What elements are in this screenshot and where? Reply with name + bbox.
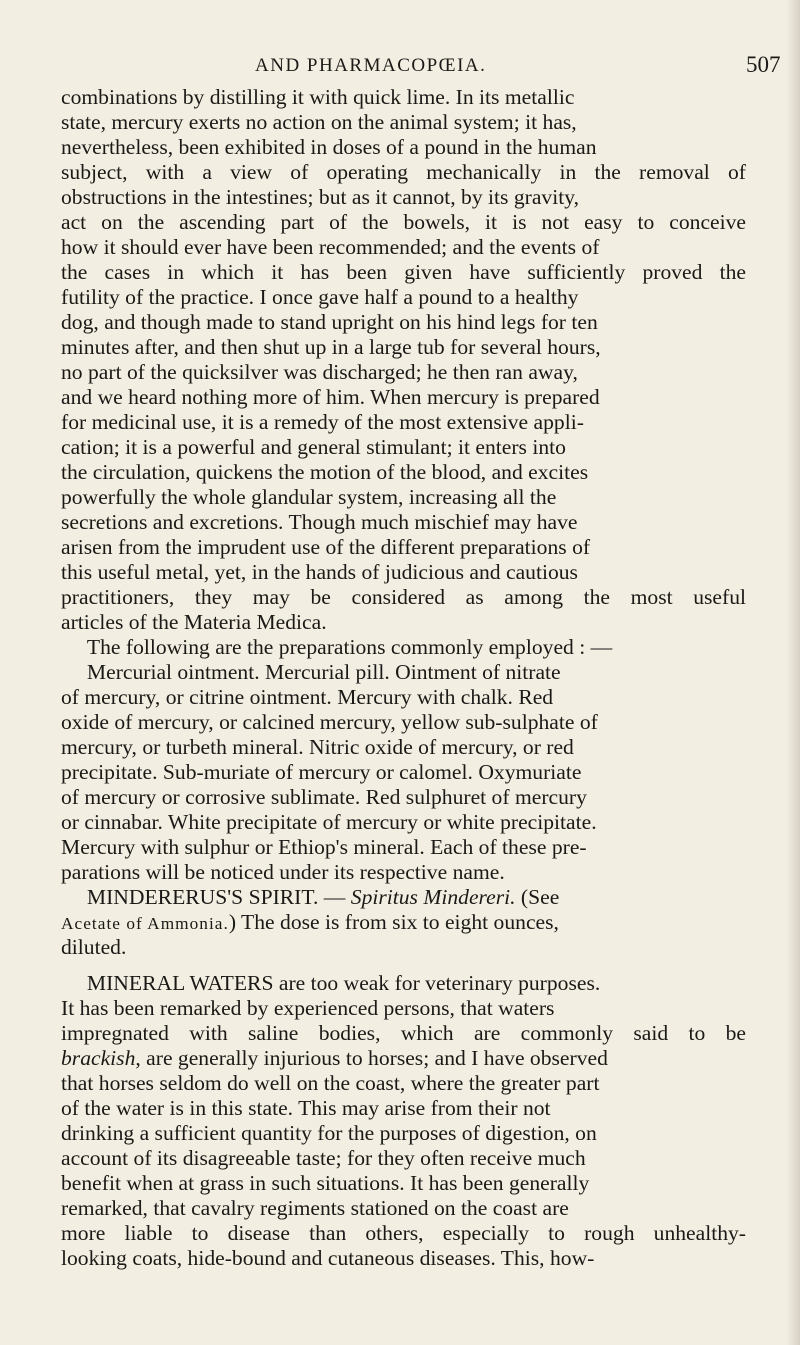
- text-line: of the water is in this state. This may arise from their not: [61, 1096, 551, 1120]
- text-line: It has been remarked by experienced persons, that waters: [61, 996, 555, 1020]
- text-line: nevertheless, been exhibited in doses of a pound in the human: [61, 135, 597, 159]
- text-line: drinking a sufficient quantity for the purposes of digestion, on: [61, 1121, 597, 1145]
- text-line: the cases in which it has been given have sufficiently proved the: [61, 260, 746, 284]
- entry-mineral-waters: MINERAL WATERS are too weak for veterinary purposes.: [86, 971, 601, 995]
- text-line: The following are the preparations commonly employed : —: [86, 635, 613, 659]
- text-line: the circulation, quickens the motion of the blood, and excites: [61, 460, 589, 484]
- text-line: Acetate of Ammonia.) The dose is from six to eight ounces,: [61, 910, 559, 934]
- latin-name: Spiritus Mindereri.: [350, 885, 516, 909]
- cross-reference: Acetate of Ammonia.: [61, 914, 229, 933]
- text-line: or cinnabar. White precipitate of mercury or white precipitate.: [61, 810, 597, 834]
- text-line: oxide of mercury, or calcined mercury, yellow sub-sulphate of: [61, 710, 598, 734]
- text-line: combinations by distilling it with quick lime. In its metallic: [61, 85, 575, 109]
- running-head: AND PHARMACOPŒIA.: [255, 55, 487, 76]
- text-line: subject, with a view of operating mechanically in the removal of: [61, 160, 746, 184]
- text-line: futility of the practice. I once gave half a pound to a healthy: [61, 285, 579, 309]
- text-line: act on the ascending part of the bowels, it is not easy to conceive: [61, 210, 746, 234]
- text-line: that horses seldom do well on the coast, where the greater part: [61, 1071, 600, 1095]
- text-line: for medicinal use, it is a remedy of the most extensive appli-: [61, 410, 584, 434]
- body-text: [61, 85, 800, 1271]
- text-line: more liable to disease than others, especially to rough unhealthy-: [61, 1221, 746, 1245]
- text-line: diluted.: [61, 935, 127, 959]
- text-line: account of its disagreeable taste; for they often receive much: [61, 1146, 586, 1170]
- text-line: how it should ever have been recommended; and the events of: [61, 235, 600, 259]
- text-line: secretions and excretions. Though much mischief may have: [61, 510, 578, 534]
- entry-heading: MINDERERUS'S SPIRIT.: [86, 885, 319, 909]
- text-line: precipitate. Sub-muriate of mercury or calomel. Oxymuriate: [61, 760, 582, 784]
- text-line: of mercury, or citrine ointment. Mercury with chalk. Red: [61, 685, 554, 709]
- entry-heading: MINERAL WATERS: [86, 971, 274, 995]
- text-line: brackish, are generally injurious to horses; and I have observed: [61, 1046, 608, 1070]
- text-line: impregnated with saline bodies, which are commonly said to be: [61, 1021, 746, 1045]
- text-line: powerfully the whole glandular system, increasing all the: [61, 485, 557, 509]
- text-line: no part of the quicksilver was discharged; he then ran away,: [61, 360, 578, 384]
- text-line: Mercury with sulphur or Ethiop's mineral. Each of these pre-: [61, 835, 587, 859]
- text-line: remarked, that cavalry regiments stationed on the coast are: [61, 1196, 569, 1220]
- text-line: state, mercury exerts no action on the animal system; it has,: [61, 110, 577, 134]
- text-line: this useful metal, yet, in the hands of judicious and cautious: [61, 560, 578, 584]
- entry-mindererus: MINDERERUS'S SPIRIT. — Spiritus Mindereri. (See: [86, 885, 560, 909]
- text-line: parations will be noticed under its respective name.: [61, 860, 505, 884]
- text-line: articles of the Materia Medica.: [61, 610, 327, 634]
- text-line: cation; it is a powerful and general stimulant; it enters into: [61, 435, 566, 459]
- text-line: and we heard nothing more of him. When mercury is prepared: [61, 385, 600, 409]
- text-line: Mercurial ointment. Mercurial pill. Ointment of nitrate: [86, 660, 561, 684]
- page-number: 507: [746, 52, 781, 77]
- text-line: looking coats, hide-bound and cutaneous diseases. This, how-: [61, 1246, 595, 1270]
- text-line: minutes after, and then shut up in a large tub for several hours,: [61, 335, 601, 359]
- italic-term: brackish: [61, 1046, 136, 1070]
- paragraph-gap: [61, 960, 800, 971]
- text-line: obstructions in the intestines; but as it cannot, by its gravity,: [61, 185, 579, 209]
- text-line: mercury, or turbeth mineral. Nitric oxide of mercury, or red: [61, 735, 574, 759]
- text-line: dog, and though made to stand upright on his hind legs for ten: [61, 310, 598, 334]
- text-line: of mercury or corrosive sublimate. Red sulphuret of mercury: [61, 785, 587, 809]
- text-line: practitioners, they may be considered as among the most useful: [61, 585, 746, 609]
- text-line: benefit when at grass in such situations. It has been generally: [61, 1171, 590, 1195]
- text-line: arisen from the imprudent use of the different preparations of: [61, 535, 591, 559]
